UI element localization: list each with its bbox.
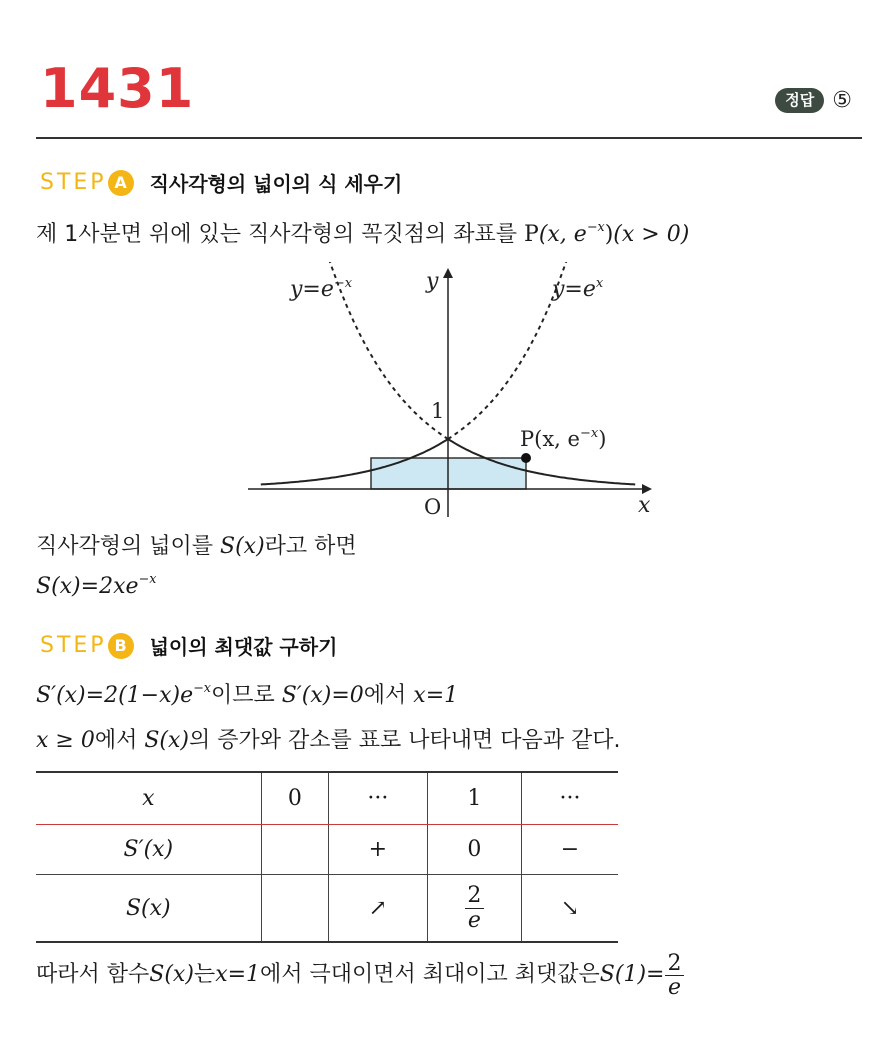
increase-decrease-line: x ≥ 0에서 S(x)의 증가와 감소를 표로 나타내면 다음과 같다. [36,728,621,753]
table-row-function [36,875,618,943]
table-cell: x [36,772,261,825]
left-curve-label: $y=e^{-x}$ [290,276,353,302]
table-cell-max [427,875,521,943]
step-b-heading [40,631,337,660]
point-p [521,453,531,463]
answer-badge: 정답 [775,88,824,113]
increasing-arrow: ↗ [328,875,427,943]
table-row-derivative [36,825,618,875]
step-a-line1: 제 1사분면 위에 있는 직사각형의 꼭짓점의 좌표를 P(x, $e^{-x})(x > 0)$ [36,219,690,247]
table-cell: ··· [328,772,427,825]
table-row-x [36,772,618,825]
answer-value: ⑤ [832,88,852,113]
x-axis-label: x [638,493,651,518]
table-cell: S(x) [36,875,261,943]
table-cell: 1 [427,772,521,825]
step-a-heading [40,168,402,197]
table-cell: ··· [522,772,619,825]
max-value-fraction: $\frac{2}{e}$ [464,884,484,931]
table-cell: S′(x) [36,825,261,875]
y-axis-arrow [443,268,453,278]
area-intro-line: 직사각형의 넓이를 S(x)라고 하면 [36,534,357,559]
right-curve-label: $y=e^x$ [552,276,604,302]
table-cell: − [522,825,619,875]
area-formula: $S(x)=2xe^{-x}$ [36,571,157,599]
origin-label: O [424,495,442,519]
step-a-word: STEP [40,170,107,195]
increase-decrease-table [36,771,618,943]
problem-number: 1431 [40,57,195,120]
step-b-title: 넓이의 최댓값 구하기 [149,635,338,659]
table-cell [261,875,328,943]
table-cell [261,825,328,875]
y-intercept-label: 1 [431,399,445,423]
max-value: $\frac{2}{e}$ [664,952,684,999]
step-b-letter: B [108,633,134,659]
title-divider [36,137,862,139]
exponential-graph [248,262,658,522]
step-b-word: STEP [40,633,107,658]
answer-box [775,88,852,113]
conclusion-line: 따라서 함수 S(x) 는 x=1 에서 극대이면서 최대이고 최댓값은 S(1)= $\frac{2}{e}$ [36,952,684,999]
point-p-label: P(x, $e^{-x}$) [520,426,607,451]
table-cell: 0 [261,772,328,825]
table-cell: 0 [427,825,521,875]
derivative-line: $S'(x)=2(1-x)e^{-x}$이므로 S′(x)=0에서 x=1 [36,680,459,708]
table-cell: + [328,825,427,875]
decreasing-arrow: ↘ [522,875,619,943]
step-a-title: 직사각형의 넓이의 식 세우기 [149,172,403,196]
y-axis-label: y [426,269,439,294]
step-a-letter: A [108,170,134,196]
point-name: P [524,222,539,247]
